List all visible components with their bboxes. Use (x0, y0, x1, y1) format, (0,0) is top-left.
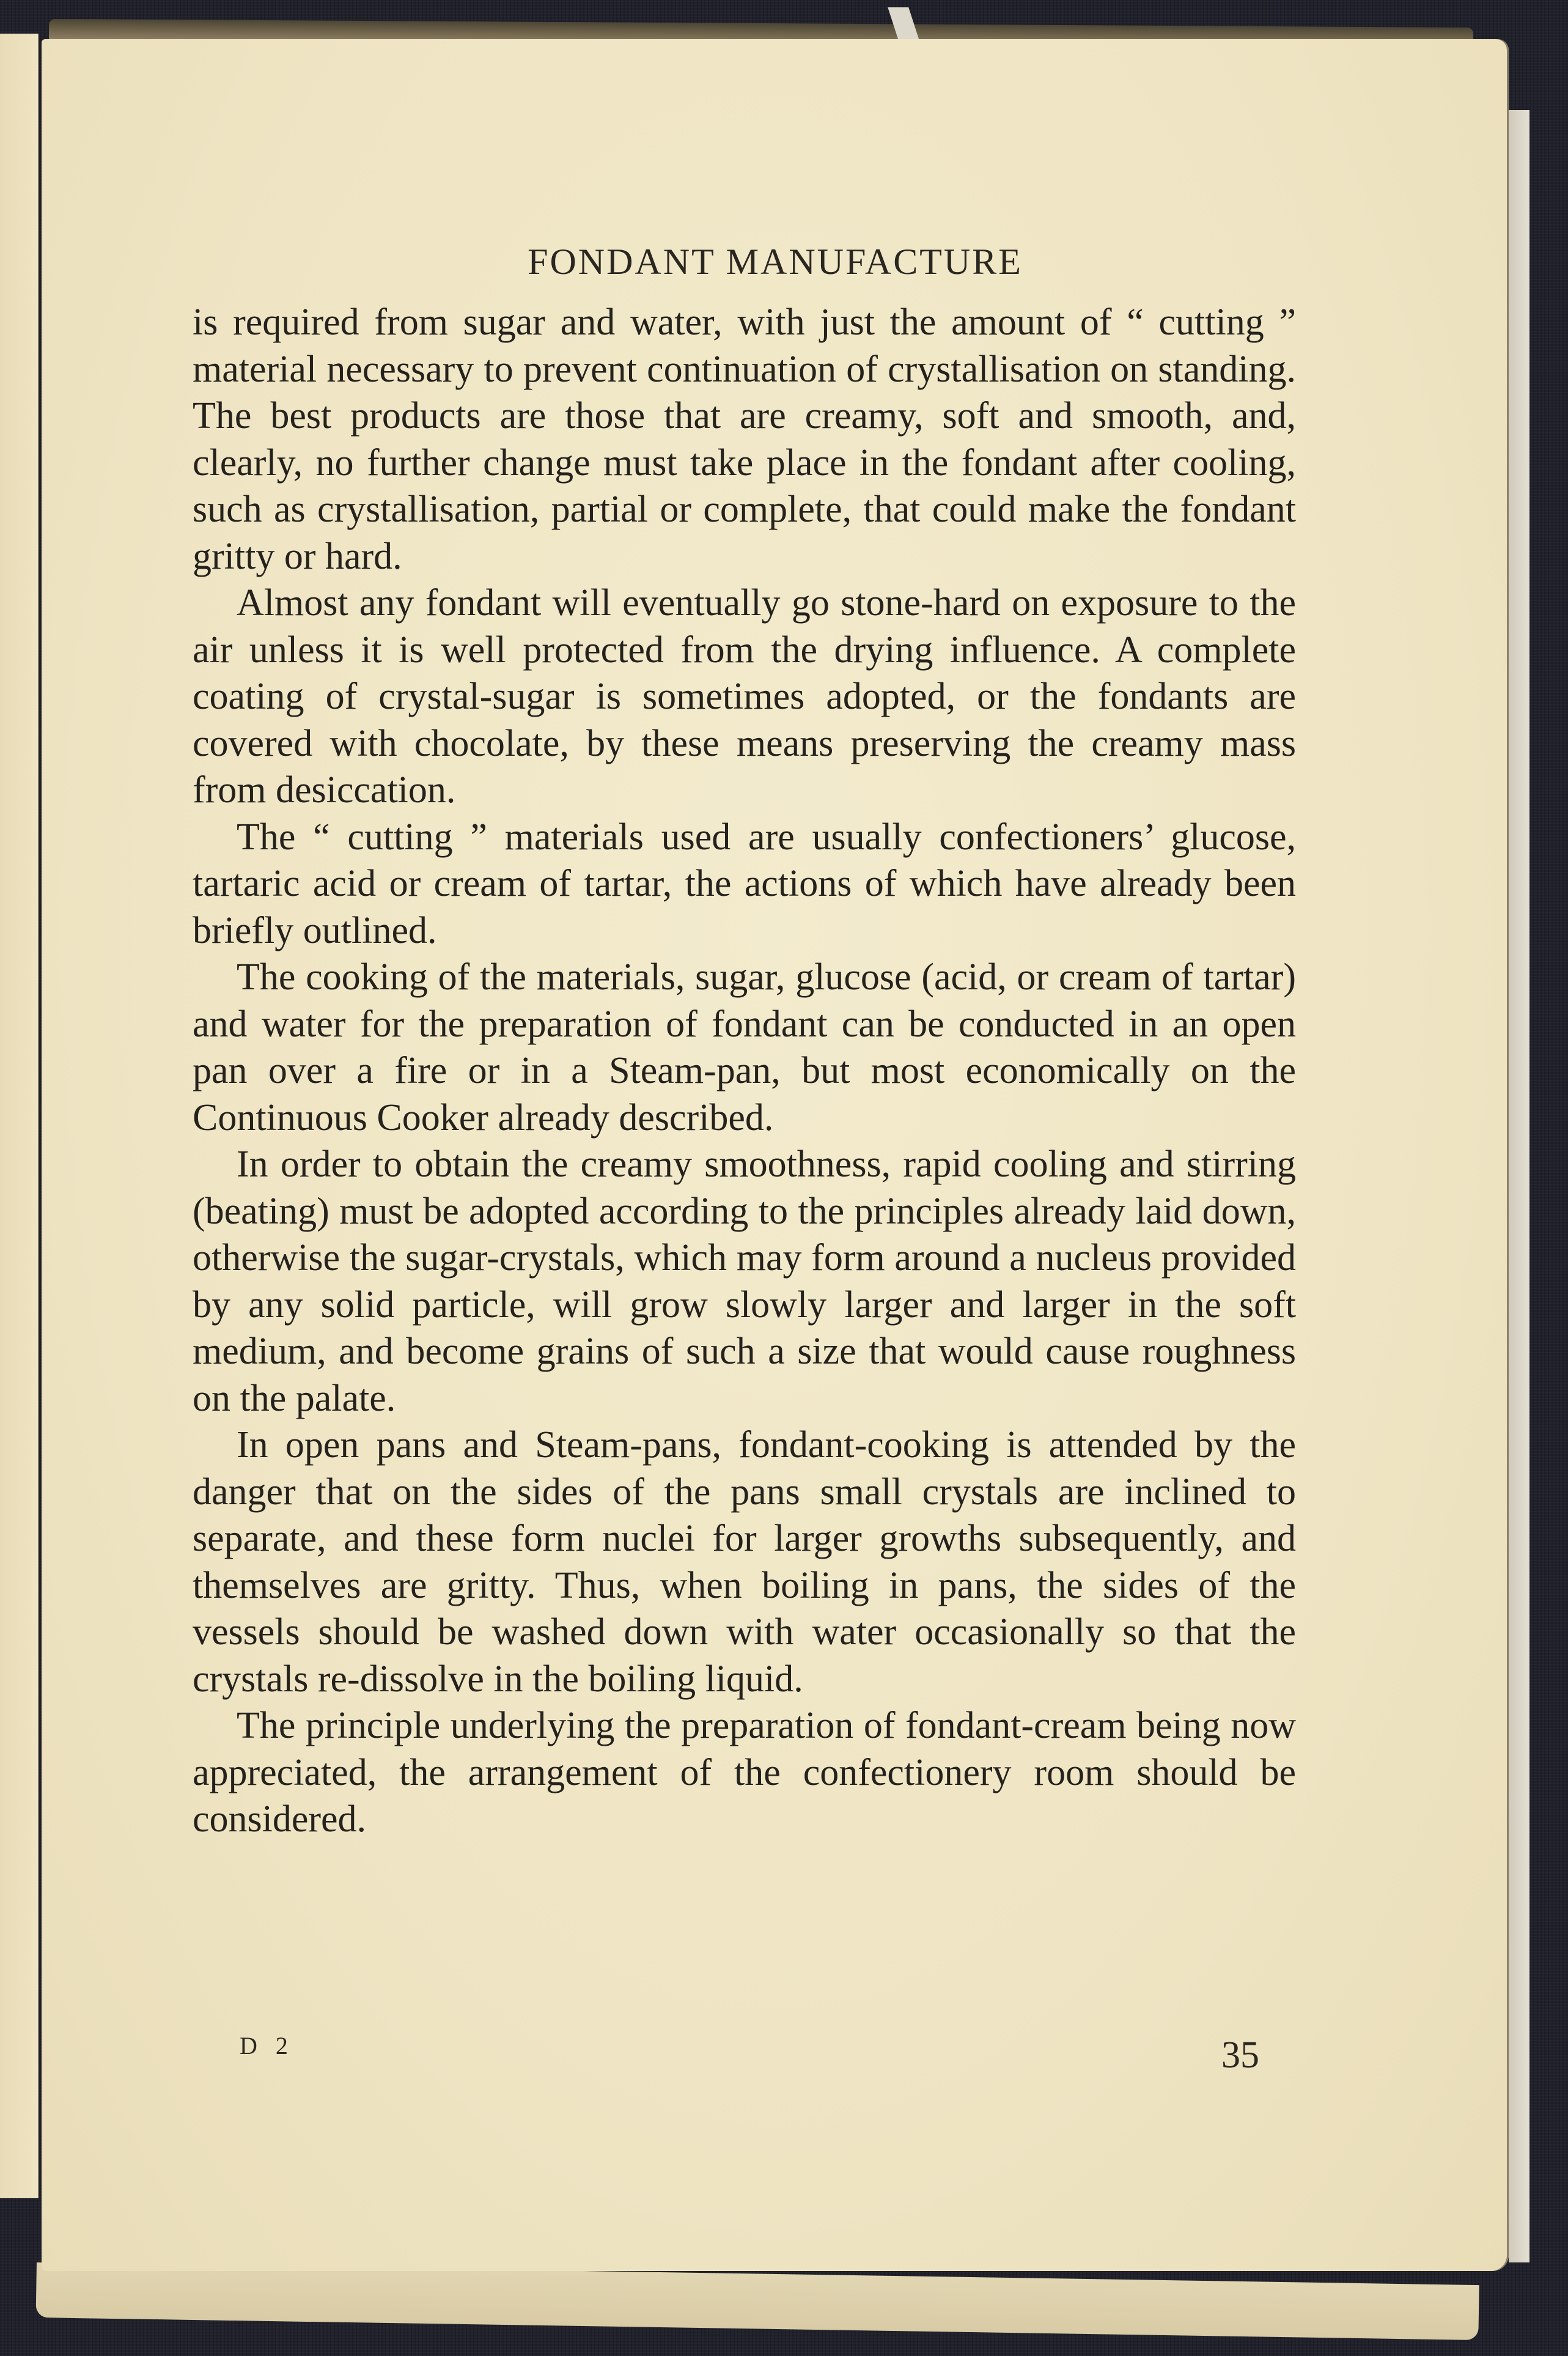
paragraph-4: The cooking of the materials, sugar, glucose (acid, or cream of tartar) and water for the preparation of fondant can be conducted in an open pan over a fire or in a Steam-pan, but most economically on the Continuous Cooker already described. (193, 956, 1296, 1139)
paragraph-2: Almost any fondant will eventually go stone-hard on exposure to the air unless it is well protected from the drying influence. A complete coating of crystal-sugar is sometimes adopted, or the fondants are covered with chocolate, by these means preserving the creamy mass from desiccation. (193, 582, 1296, 811)
body-text (193, 299, 1296, 1843)
left-page-edge (0, 34, 39, 2198)
page-number: 35 (1221, 2034, 1259, 2076)
paragraph-7: The principle underlying the preparation of fondant-cream being now appreciated, the arrangement of the confectionery room should be considered. (193, 1705, 1296, 1840)
page-edge-strip (1509, 110, 1529, 2262)
signature-mark: D 2 (240, 2032, 294, 2059)
paragraph-3: The “ cutting ” materials used are usually confectioners’ glucose, tartaric acid or cream of tartar, the actions of which have already been briefly outlined. (193, 816, 1296, 951)
book-page (42, 39, 1509, 2271)
paragraph-6: In open pans and Steam-pans, fondant-cooking is attended by the danger that on the sides of the pans small crystals are inclined to separate, and these form nuclei for larger growths subsequently, and themselves are gritty. Thus, when boiling in pans, the sides of the vessels should be washed down with water occasionally so that the crystals re-dissolve in the boiling liquid. (193, 1424, 1296, 1700)
running-head: FONDANT MANUFACTURE (528, 242, 1023, 282)
paragraph-5: In order to obtain the creamy smoothness, rapid cooling and stirring (beating) must be adopted according to the principles already laid down, otherwise the sugar-crystals, which may form around a nucleus provided by any solid particle, will grow slowly larger and larger in the soft medium, and become grains of such a size that would cause roughness on the palate. (193, 1143, 1296, 1419)
paragraph-1: is required from sugar and water, with just the amount of “ cutting ” material necessary to prevent continuation of crystallisation on standing. The best products are those that are creamy, soft and smooth, and, clearly, no further change must take place in the fondant after cooling, such as crystallisation, partial or complete, that could make the fondant gritty or hard. (193, 301, 1296, 577)
